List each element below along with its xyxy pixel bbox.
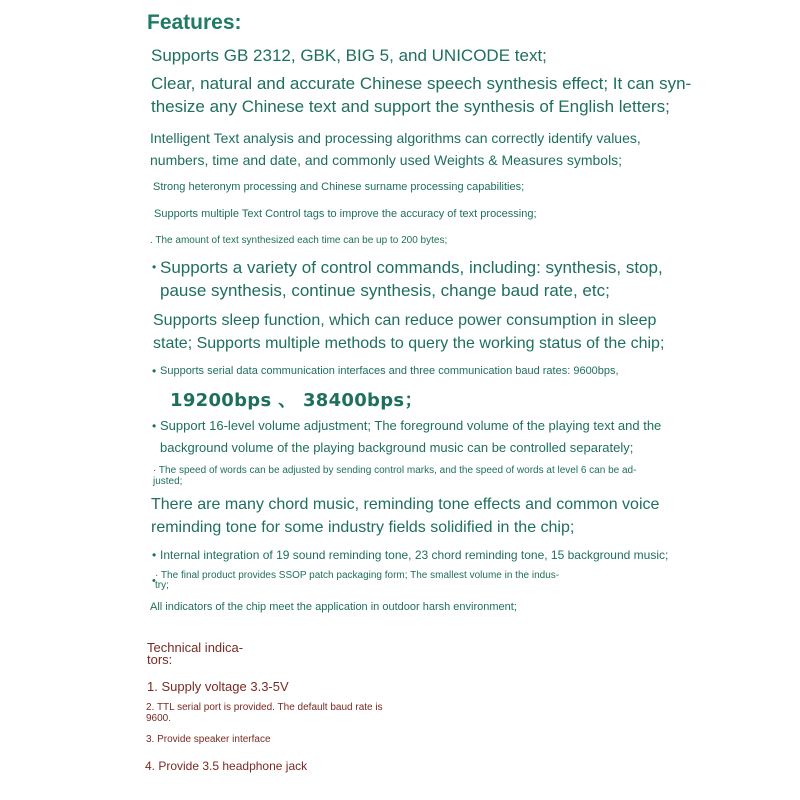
feature-line: · The final product provides SSOP patch packaging form; The smallest volume in the indus- — [155, 570, 560, 581]
feature-line: Internal integration of 19 sound reminding tone, 23 chord reminding tone, 15 background music; — [160, 548, 669, 562]
feature-line: Supports multiple Text Control tags to improve the accuracy of text processing; — [154, 208, 537, 220]
feature-line: thesize any Chinese text and support the synthesis of English letters; — [151, 97, 670, 116]
feature-line: All indicators of the chip meet the application in outdoor harsh environment; — [150, 601, 517, 613]
feature-line: Clear, natural and accurate Chinese speech synthesis effect; It can syn- — [151, 74, 692, 93]
feature-line: numbers, time and date, and commonly used Weights & Measures symbols; — [150, 152, 623, 168]
feature-line: reminding tone for some industry fields solidified in the chip; — [151, 519, 575, 536]
tech-item: 1. Supply voltage 3.3-5V — [147, 679, 289, 694]
feature-line: Intelligent Text analysis and processing algorithms can correctly identify values, — [150, 130, 641, 146]
technical-heading: Technical indica- — [147, 640, 244, 655]
feature-line: . The amount of text synthesized each time can be up to 200 bytes; — [150, 235, 448, 246]
feature-line: There are many chord music, reminding tone effects and common voice — [151, 496, 660, 513]
feature-line: · The speed of words can be adjusted by sending control marks, and the speed of words at level 6 can be ad- — [153, 465, 637, 476]
feature-line: Supports serial data communication interfaces and three communication baud rates: 9600bps, — [160, 365, 619, 377]
feature-line: state; Supports multiple methods to query the working status of the chip; — [153, 335, 665, 352]
features-heading: Features: — [147, 11, 242, 34]
tech-item: 9600. — [146, 713, 172, 724]
tech-item: 2. TTL serial port is provided. The default baud rate is — [146, 702, 383, 713]
feature-line: background volume of the playing background music can be controlled separately; — [160, 440, 634, 455]
feature-line: Supports sleep function, which can reduce power consumption in sleep — [153, 312, 657, 329]
bullet-icon: • — [152, 364, 157, 378]
bullet-icon: • — [152, 548, 157, 562]
baud-rates-line: 19200bps 、 38400bps； — [170, 390, 423, 411]
feature-line: Supports a variety of control commands, including: synthesis, stop, — [160, 258, 663, 277]
bullet-icon: • — [152, 260, 157, 274]
technical-heading-cont: tors: — [147, 652, 173, 667]
tech-item: 4. Provide 3.5 headphone jack — [145, 759, 308, 773]
feature-line: try; — [155, 580, 169, 591]
feature-line: Strong heteronym processing and Chinese surname processing capabilities; — [153, 181, 525, 193]
tech-item: 3. Provide speaker interface — [146, 734, 271, 745]
feature-line: justed; — [153, 476, 183, 487]
feature-line: pause synthesis, continue synthesis, change baud rate, etc; — [160, 281, 610, 300]
feature-line: Supports GB 2312, GBK, BIG 5, and UNICODE text; — [151, 46, 547, 65]
feature-line: Support 16-level volume adjustment; The foreground volume of the playing text and the — [160, 418, 662, 433]
bullet-icon: • — [152, 575, 156, 587]
bullet-icon: • — [152, 419, 157, 433]
